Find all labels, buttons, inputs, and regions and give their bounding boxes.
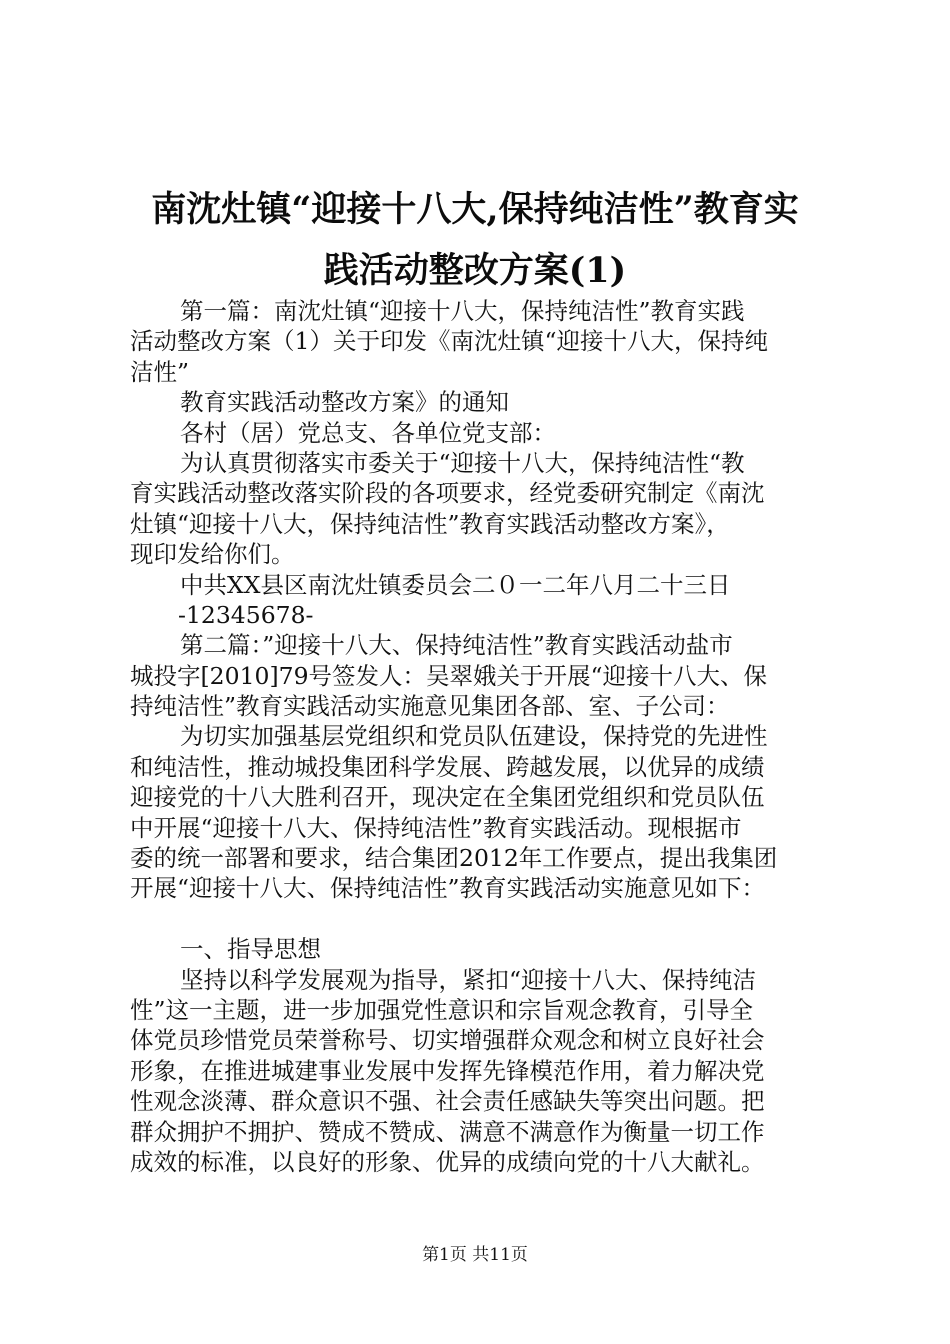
paragraph-line: 中开展“迎接十八大、保持纯洁性”教育实践活动。现根据市: [130, 813, 742, 842]
paragraph-line: 活动整改方案（1）关于印发《南沈灶镇“迎接十八大，保持纯: [130, 327, 768, 356]
paragraph-line: 育实践活动整改落实阶段的各项要求，经党委研究制定《南沈: [130, 479, 765, 508]
blank-line: [130, 904, 846, 934]
document-title-line-1: 南沈灶镇“迎接十八大,保持纯洁性”教育实: [151, 189, 799, 230]
signature-line: 中共XX县区南沈灶镇委员会二０一二年八月二十三日: [180, 570, 731, 599]
paragraph-line: 教育实践活动整改方案》的通知: [180, 388, 509, 417]
paragraph-line: 灶镇“迎接十八大，保持纯洁性”教育实践活动整改方案》，: [130, 509, 730, 538]
paragraph-line: 坚持以科学发展观为指导，紧扣“迎接十八大、保持纯洁: [180, 965, 757, 994]
paragraph-line: 现印发给你们。: [130, 540, 295, 569]
paragraph-line: 洁性”: [130, 357, 190, 386]
paragraph-line: 第一篇：南沈灶镇“迎接十八大，保持纯洁性”教育实践: [180, 297, 745, 325]
page-footer: 第1页 共11页: [422, 1245, 528, 1265]
paragraph-line: 成效的标准，以良好的形象、优异的成绩向党的十八大献礼。: [130, 1147, 765, 1176]
paragraph-line: 为切实加强基层党组织和党员队伍建设，保持党的先进性: [180, 722, 768, 751]
paragraph-line: 为认真贯彻落实市委关于“迎接十八大，保持纯洁性“教: [180, 448, 745, 477]
paragraph-line: 形象，在推进城建事业发展中发挥先锋模范作用，着力解决党: [130, 1056, 765, 1085]
paragraph-line: 性观念淡薄、群众意识不强、社会责任感缺失等突出问题。把: [130, 1087, 765, 1116]
paragraph-line: 委的统一部署和要求，结合集团2012年工作要点，提出我集团: [130, 844, 778, 873]
document-title-line-2: 践活动整改方案(1): [323, 250, 627, 291]
paragraph-line: 群众拥护不拥护、赞成不赞成、满意不满意作为衡量一切工作: [130, 1117, 765, 1146]
page-number-text: -12345678-: [178, 600, 314, 629]
paragraph-line: 开展“迎接十八大、保持纯洁性”教育实践活动实施意见如下：: [130, 874, 766, 903]
paragraph-line: 体党员珍惜党员荣誉称号、切实增强群众观念和树立良好社会: [130, 1026, 765, 1055]
paragraph-line: 城投字[2010]79号签发人：吴翠娥关于开展“迎接十八大、保: [130, 661, 768, 690]
paragraph-line: 各村（居）党总支、各单位党支部：: [180, 418, 556, 447]
paragraph-line: 第二篇：”迎接十八大、保持纯洁性”教育实践活动盐市: [180, 631, 733, 660]
document-body: [130, 296, 846, 1177]
paragraph-line: 和纯洁性，推动城投集团科学发展、跨越发展，以优异的成绩: [130, 752, 765, 781]
paragraph-line: 迎接党的十八大胜利召开，现决定在全集团党组织和党员队伍: [130, 783, 765, 812]
paragraph-line: 性”这一主题，进一步加强党性意识和宗旨观念教育，引导全: [130, 995, 754, 1024]
section-heading: 一、指导思想: [180, 935, 321, 964]
paragraph-line: 持纯洁性”教育实践活动实施意见集团各部、室、子公司：: [130, 692, 730, 721]
